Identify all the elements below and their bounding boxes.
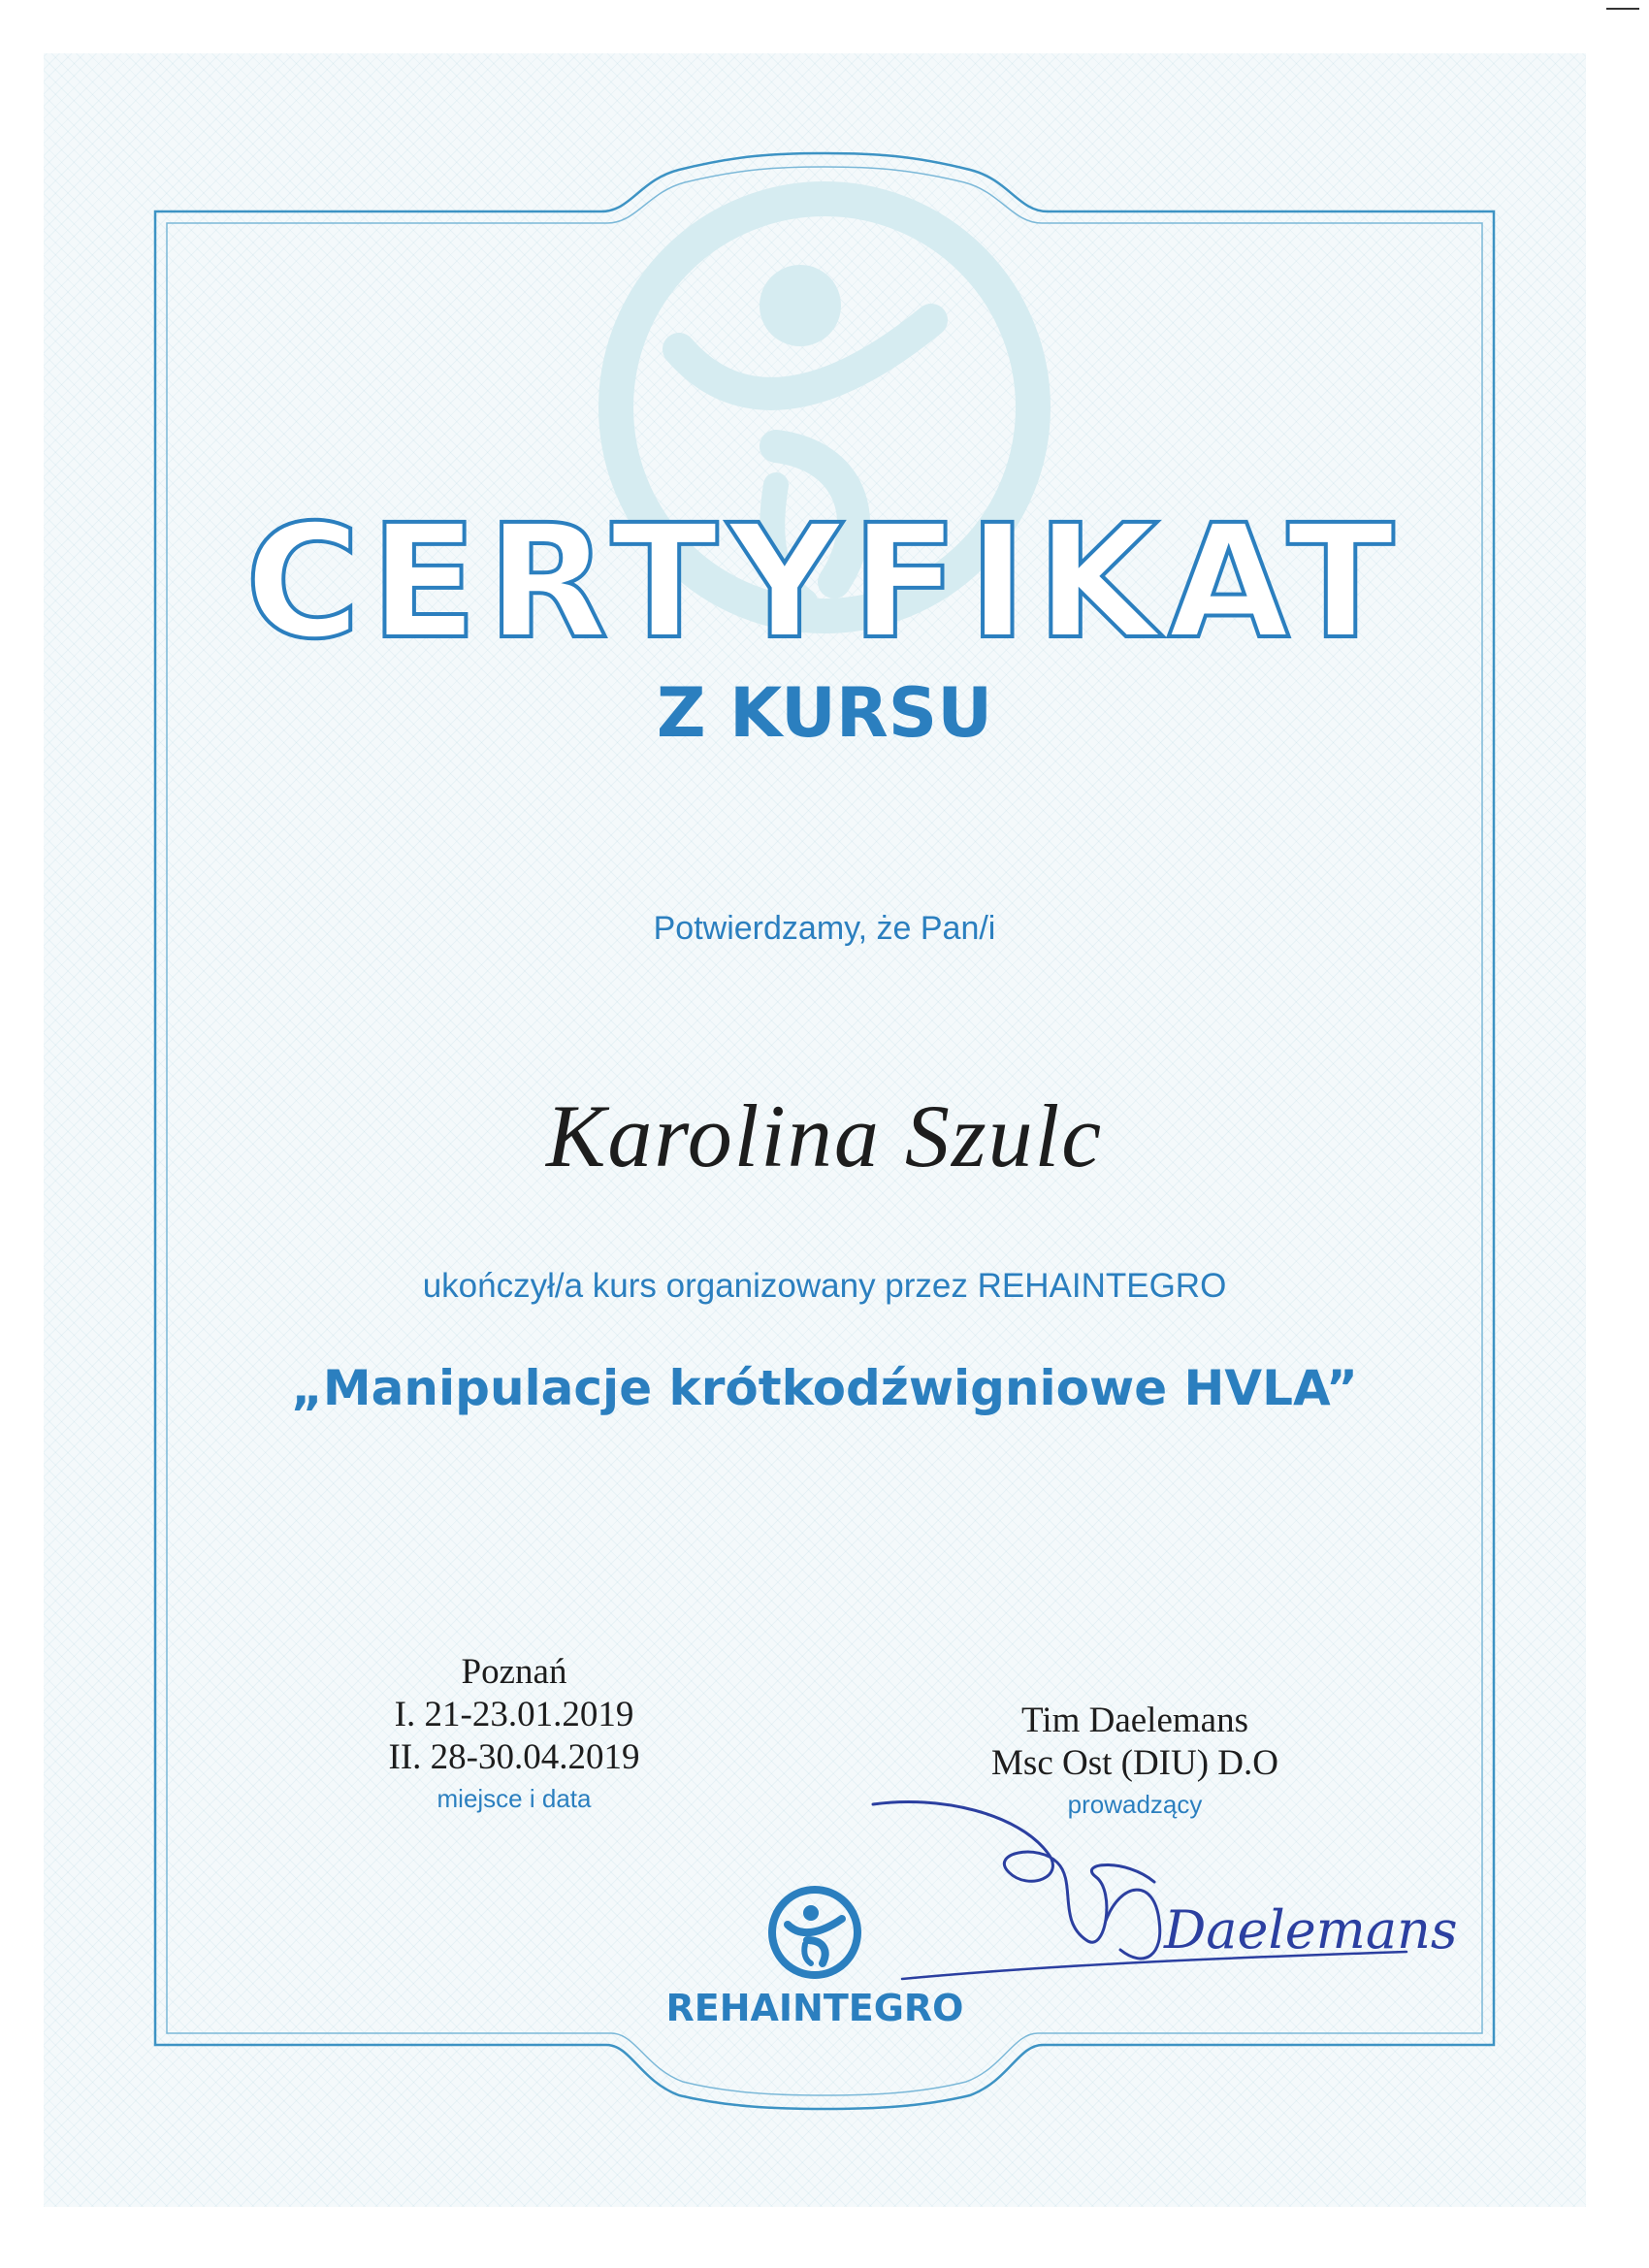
instructor-caption: prowadzący xyxy=(1067,1790,1203,1819)
signature-text: Daelemans xyxy=(1164,1899,1458,1960)
city: Poznań xyxy=(461,1652,567,1692)
certificate-subtitle: Z KURSU xyxy=(656,673,993,753)
instructor-signature xyxy=(863,1785,1458,1998)
participant-name: Karolina Szulc xyxy=(545,1086,1104,1185)
instructor-name: Tim Daelemans xyxy=(1021,1701,1248,1740)
brand-name: REHAINTEGRO xyxy=(665,1987,964,2029)
confirmation-text: Potwierdzamy, że Pan/i xyxy=(653,910,996,947)
completion-text: ukończył/a kurs organizowany przez REHAINTEGRO xyxy=(422,1267,1227,1305)
course-title: „Manipulacje krótkodźwigniowe HVLA” xyxy=(291,1360,1358,1416)
session-2-date: II. 28-30.04.2019 xyxy=(388,1737,640,1777)
place-date-block xyxy=(320,1651,708,1818)
certificate-title: CERTYFIKAT xyxy=(244,492,1405,674)
place-date-caption: miejsce i data xyxy=(436,1784,592,1813)
rehaintegro-figure-icon xyxy=(766,1884,863,1981)
session-1-date: I. 21-23.01.2019 xyxy=(394,1695,634,1734)
instructor-credentials: Msc Ost (DIU) D.O xyxy=(991,1743,1278,1783)
